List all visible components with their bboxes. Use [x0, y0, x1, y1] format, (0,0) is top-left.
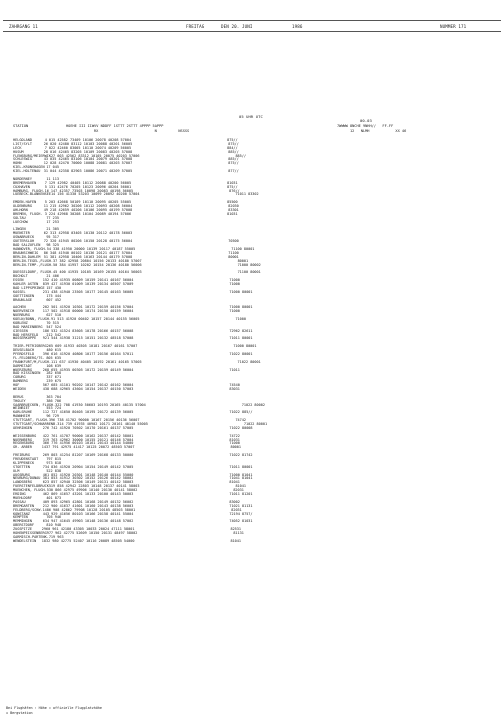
station-name: BRAUNSCHWEIG — [13, 250, 39, 255]
station-name: KOBLENZ — [13, 320, 28, 325]
station-name: SOLTAU — [13, 215, 26, 220]
observation-data: 72 320 41945 00206 10150 20128 40175 56004 — [43, 239, 133, 244]
station-name: DARMSTADT — [13, 363, 32, 368]
remarks-data: 876// — [229, 188, 240, 193]
station-name: OSNABRUECK — [13, 235, 35, 240]
observation-data: 231 438 41940 23505 10177 20145 40163 56005 — [42, 289, 134, 294]
station-name: BERUS — [13, 394, 24, 399]
station-name: AHLHORN — [13, 208, 28, 213]
observation-data: 77 235 — [46, 215, 59, 220]
station-name: GOETTINGEN — [13, 293, 35, 298]
remarks-data: 70500 — [228, 239, 239, 244]
observation-data: 12 028 42470 70000 10088 20081 40203 57007 — [43, 161, 133, 166]
observation-data: 973 818 — [46, 460, 62, 465]
remarks-data: 71022 81742 — [229, 453, 253, 458]
remarks-data: 74540 — [229, 383, 240, 388]
observation-data: 11 113 — [46, 176, 59, 181]
remarks-data: 71022 80002 — [241, 402, 265, 407]
observation-data: 396 616 41920 40806 10177 20156 40164 57011 — [42, 351, 134, 356]
station-name: WEINBIET — [13, 406, 30, 411]
observation-data: 7 129 42982 40405 10112 20088 40200 56005 — [44, 180, 132, 185]
observation-data: 157 430 — [46, 285, 62, 290]
observation-data: 16 147 42357 73503 10098 20083 40198 56005 — [44, 188, 134, 193]
observation-time: 05 UHR UTC — [239, 114, 263, 119]
observation-data: 282 658 — [46, 371, 62, 376]
station-name: THOLEY — [13, 398, 26, 403]
observation-data: 553 724 — [46, 406, 62, 411]
observation-data: 268 655 41935 00305 10172 20159 40149 56004 — [42, 367, 134, 372]
station-name: WEISSENBURG — [13, 433, 37, 438]
observation-data: 386 706 — [46, 398, 62, 403]
remarks-data: 71000 80001 — [229, 289, 253, 294]
remarks-data: 885// — [228, 149, 239, 154]
observation-data: 54 338 41950 20000 10139 20117 40187 55005 — [46, 246, 136, 251]
observation-data: 519 858 42942 22803 10148 20137 40141 58003 — [48, 484, 140, 489]
observation-data: 17 045 — [46, 165, 59, 170]
remarks-data: 81041 — [235, 484, 246, 489]
station-name: OBERSTDORF — [13, 523, 35, 528]
observation-data: 401 873 — [46, 495, 62, 500]
observation-data: 4 015 42582 73409 10106 20078 40208 57004 — [44, 138, 132, 142]
footnote-mountain-station: ❊ Bergstation — [6, 710, 33, 715]
remarks-data: 80001 — [228, 254, 239, 259]
station-name: KASSEL — [13, 289, 26, 294]
remarks-data: 71011 83302 — [235, 192, 259, 197]
station-name: NUERBURG — [13, 313, 30, 318]
remarks-column-subheader: 12 NLMH XX 46 — [350, 128, 407, 133]
observation-data: 269 803 41254 81207 10169 20168 40133 50000 — [42, 453, 134, 458]
station-name: MEMMINGEN — [13, 519, 32, 524]
observation-data: 810 948 — [46, 523, 62, 528]
station-column-header: STATION — [13, 124, 29, 128]
observation-data: 547 524 — [46, 324, 62, 329]
station-name: NEUBURG/DONAU — [13, 476, 41, 481]
station-name: FLENSBURG/MEIERWIK — [13, 153, 51, 158]
observation-data: 3 224 42968 30208 10104 20089 40194 57006 — [44, 211, 132, 216]
observation-data: 26 020 42480 83112 10103 20088 40201 56005 — [43, 141, 133, 146]
station-name: WUERZBURG — [13, 367, 32, 372]
station-name: LUECHOW — [13, 219, 28, 224]
remarks-data: 71011 80001 — [229, 336, 253, 341]
remarks-data: 74052 81031 — [229, 519, 253, 524]
observation-data: 363 704 — [46, 394, 62, 399]
station-name: HOF — [13, 383, 20, 388]
station-name: BREMEN, FLUGH. — [13, 211, 43, 216]
issue-number: NUMMER 171 — [440, 24, 467, 29]
station-name: OLDENBURG — [13, 204, 32, 209]
observation-data: 43 035 42465 83106 10104 20079 40201 57008 — [43, 157, 133, 162]
observation-data: 797 815 — [46, 457, 62, 462]
observation-data: 5 203 42668 50109 10110 20095 40205 55005 — [44, 200, 132, 205]
station-name: BRAUNLAGE — [13, 297, 32, 302]
observation-data: 86 348 41940 00102 10136 20121 40177 57004 — [43, 250, 133, 255]
remarks-data: 83301 — [228, 208, 239, 213]
observation-data: 337 671 — [46, 375, 62, 380]
remarks-data: 81031 — [229, 437, 240, 442]
observation-data: 522 838 — [46, 468, 62, 473]
observation-data: 108 639 — [46, 363, 62, 368]
observation-data: 117 502 41918 00000 10174 20150 40159 56004 — [42, 309, 134, 314]
remarks-data: 72194 8757/ — [229, 511, 253, 516]
observation-data: 62 313 42958 03405 10130 20112 40178 56003 — [43, 231, 133, 236]
station-name: HELGOLAND — [13, 138, 32, 142]
observation-data: 28 016 42465 83205 10109 20083 40205 57008 — [43, 149, 133, 154]
station-name: BAD LIPPSPRINGE — [13, 285, 45, 290]
table-row — [13, 540, 263, 544]
remarks-data: 875// — [228, 161, 239, 166]
remarks-data: 80001 — [230, 445, 242, 450]
remarks-data: 82031 — [233, 488, 244, 493]
station-name: MUENCHEN, FLUGH. — [13, 488, 47, 493]
observation-data: 7 022 42460 83005 10110 20074 40209 56005 — [44, 145, 132, 150]
observation-data: 443 929 41656 80103 10166 20158 40141 55004 — [42, 511, 134, 516]
remarks-data: 875// — [227, 184, 238, 189]
station-name: BREMERHAVEN — [13, 180, 37, 185]
observation-data: 977 962 42775 52609 10150 20131 48497 58002 — [46, 530, 138, 535]
observation-data: 14 156 41330 53203 10099 20092 40200 57004 — [50, 192, 140, 197]
station-name: DUESSELDORF, FLUGH. — [13, 270, 54, 275]
station-name: MUENSTER — [13, 231, 30, 236]
observation-data: 719 963 — [48, 534, 64, 539]
station-name: TRIER-PETRISBERG — [13, 344, 47, 349]
remarks-data: 71000 — [229, 309, 240, 314]
observation-data: 921 544 41938 31215 10151 20132 48518 57008 — [42, 336, 134, 341]
station-name: ULM — [13, 468, 20, 473]
station-name: LANDSBERG — [13, 480, 32, 485]
station-name: HOHENPEISSENBERG — [13, 530, 47, 535]
station-name: LIST/SYLT — [13, 141, 32, 146]
observation-data: 175 444 — [46, 293, 62, 298]
observation-data: 381 853 41912 30302 10152 20126 40142 58002 — [42, 476, 134, 481]
observation-data: 839 427 41930 01009 10139 20134 46507 57009 — [42, 281, 134, 286]
observation-data: 45 400 41935 10105 10169 20155 40164 56003 — [53, 270, 142, 275]
observation-data: 322 708 41930 50603 10193 20165 40135 57004 — [55, 402, 146, 407]
observation-data: 17 253 — [46, 219, 59, 224]
station-name: BAD SALZUFLEN — [13, 243, 41, 248]
remarks-data: 81041 — [230, 538, 242, 543]
remarks-data: 74722 — [229, 433, 240, 438]
observation-data: 634 947 41645 49903 10148 20136 40148 57002 — [42, 519, 134, 524]
station-name: FRANKFURT/M,FLUGH. — [13, 359, 51, 364]
remarks-data: 71011 — [229, 367, 240, 372]
observation-data: 202 501 41920 10301 10172 20159 40156 57004 — [42, 305, 134, 310]
remarks-column-header: 7WWWW 8NCHE 9NHH// FF-FF — [337, 124, 394, 128]
date-label: DEN 20. JUNI — [221, 24, 253, 29]
station-name: KEMPTEN — [13, 515, 28, 520]
remarks-data: 82031 — [231, 507, 242, 512]
remarks-data: 71100 — [228, 250, 239, 255]
station-name: MUEHLDORF — [13, 495, 32, 500]
observation-data: 276 742 41920 70502 10170 20161 40137 57005 — [42, 425, 134, 430]
observation-data: 480 615 — [46, 348, 62, 353]
remarks-data: 81031 — [227, 180, 238, 185]
remarks-data: 71022 80001 — [243, 422, 268, 427]
volume-label: ZAHRGANG 11 — [9, 24, 38, 29]
remarks-data: 885// — [235, 153, 246, 158]
remarks-data: 885// — [228, 157, 239, 162]
time-code: 00-03 — [360, 118, 372, 123]
station-name: KLIPPENECK — [13, 460, 35, 465]
remarks-data: 71100 80001 — [237, 270, 261, 275]
station-name: BAMBERG — [13, 379, 28, 384]
observation-data: 1437 791 42975 41417 10125 20072 48503 57007 — [41, 445, 135, 450]
observation-data: 212 900 41637 41601 10160 20143 40138 56003 — [42, 503, 134, 508]
observation-data: 461 852 41920 20301 10148 20140 40144 55000 — [42, 472, 134, 477]
footnote-airports: Bei Flughäfen : Höhe = offizielle Flugplatzhöhe — [6, 706, 102, 710]
station-name: LUEBECK-BLANKENSEE — [13, 192, 51, 197]
observation-data: 366 776 41956 00103 10161 20143 40144 54000 — [42, 441, 134, 446]
remarks-data: 71000 80002 — [237, 262, 261, 267]
observation-data: 607 452 — [46, 297, 62, 302]
remarks-data: 81131 — [233, 530, 244, 535]
observation-data: 1486 908 42862 79908 10128 20105 48503 58001 — [42, 507, 136, 512]
station-name: BERLIN-TEMP.,FLUGH. — [13, 262, 54, 267]
remarks-data: 81041 — [229, 480, 240, 485]
observation-data: 31 044 42358 82903 10086 20071 40209 57005 — [43, 169, 133, 174]
station-name: EMDEN-HAFEN — [13, 200, 37, 205]
station-table — [13, 138, 268, 544]
remarks-data: 884// — [227, 145, 238, 150]
remarks-data: 71000 — [229, 278, 240, 283]
remarks-data: 71022 80001 — [229, 351, 253, 356]
station-name: FREIBURG — [13, 453, 30, 458]
weekday-label: FREITAG — [186, 24, 205, 29]
station-name: BAD KISSINGEN — [13, 371, 41, 376]
station-name: HAMBURG, FLUGH. — [13, 188, 45, 193]
observation-data: 21 406 — [46, 274, 59, 279]
observation-data: 567 685 41101 90202 10147 20142 40162 56004 — [42, 383, 134, 388]
observation-data: 409 893 42965 42801 10168 20149 40132 56002 — [42, 499, 134, 504]
observation-data: 314 739 41935 40902 10171 20161 40140 55005 — [57, 422, 148, 427]
remarks-data: 877// — [228, 169, 239, 174]
station-name: OEHRINGEN — [13, 425, 32, 430]
observation-data: 319 763 42962 30000 10155 20121 40146 57004 — [42, 437, 134, 442]
station-name: NOERVENICH — [13, 309, 35, 314]
observation-data: 27 003 42562 83312 10105 20075 40203 57006 — [50, 153, 140, 158]
remarks-data: 71000 — [235, 316, 246, 321]
station-name: KIEL-KRONSHAGEN — [13, 165, 45, 170]
observation-data: 37 382 42958 20804 10156 20133 40180 57007 — [53, 258, 142, 263]
observation-data: 1832 980 42775 52407 10116 20089 48505 54000 — [41, 538, 135, 543]
remarks-data: 74742 — [235, 418, 246, 423]
header-rule-top — [3, 20, 501, 21]
station-name: NORDERNEY — [13, 176, 32, 181]
station-name: GARMISCH-PARTENK. — [13, 534, 49, 539]
station-name: PASSAU — [13, 499, 26, 504]
remarks-data: 83002 — [229, 499, 240, 504]
year-label: 1986 — [292, 24, 303, 29]
observation-data: 95 317 — [46, 235, 59, 240]
station-name: BAD MARIENBERG — [13, 324, 43, 329]
observation-data: 530 866 42975 49906 10140 20130 40141 58002 — [46, 488, 138, 493]
remarks-data: 80001 — [237, 258, 249, 263]
observation-data: 734 836 41920 20904 10154 20149 40142 57005 — [42, 464, 134, 469]
station-name: STUTTGART/SCHNARRENB. — [13, 422, 58, 427]
remarks-data: 71000 81041 — [229, 472, 253, 477]
station-name: GR. ARBER — [13, 445, 32, 450]
station-name: BERLIN-TEGEL,FLUGH. — [13, 258, 54, 263]
remarks-data: 71022 885// — [229, 410, 253, 415]
station-name: BOCHOLT — [13, 274, 28, 279]
observation-data: 422 761 41707 90000 10162 20137 40142 58001 — [42, 433, 134, 438]
station-name: HUSUM — [13, 149, 24, 154]
station-name: STUTTGART, FLUGH. — [13, 418, 49, 423]
station-name: BERLIN-DAHLEM — [13, 254, 41, 259]
station-name: KARLSRUHE — [13, 410, 32, 415]
station-name: BREMGARTEN — [13, 503, 35, 508]
observation-data: 98 325 — [46, 243, 59, 248]
remarks-data: 71000 80001 — [233, 344, 257, 349]
observation-data: 627 510 — [46, 313, 62, 318]
station-name: KONSTANZ — [13, 511, 30, 516]
observation-data: 396 738 41702 90000 10167 20156 40136 56007 — [48, 418, 140, 423]
observation-data: 623 857 42940 32506 10149 20131 40142 58003 — [42, 480, 134, 485]
station-name: FREUDENSTADT — [13, 457, 39, 462]
remarks-data: 85500 — [227, 200, 238, 205]
station-name: COBURG — [13, 375, 26, 380]
observation-data: 11 215 42962 30206 10112 20093 40208 56004 — [43, 204, 133, 209]
station-name: CUXHAVEN — [13, 184, 30, 189]
station-name: KOELN/BONN, FLUGH. — [13, 316, 51, 321]
remarks-data: 71022 80008 — [229, 425, 253, 430]
station-name: FUERSTENFELDBRUCK — [13, 484, 49, 489]
station-name: WENDELSTEIN — [13, 538, 37, 543]
observation-data: 239 675 — [46, 379, 62, 384]
data-column-header: HOEHE III IIWVV NDDFF 1STTT 2STTT 4PPPP 5APPP — [66, 124, 164, 128]
observation-data: 111 637 41930 40405 10192 20161 40165 57005 — [50, 359, 142, 364]
observation-data: 50 384 41957 10202 10154 20136 40180 56006 — [53, 262, 142, 267]
observation-data: 462 869 41657 43201 10133 20100 40143 50003 — [42, 492, 134, 497]
station-name: NUERNBERG — [13, 437, 32, 442]
station-name: MANNHEIM — [13, 414, 30, 419]
station-name: ERDING — [13, 492, 26, 497]
station-name: WASSERKUPPE — [13, 336, 37, 341]
station-name: HOHN — [13, 161, 22, 166]
observation-data: 70 515 — [46, 320, 59, 325]
station-name: AUGSBURG — [13, 472, 30, 477]
station-name: SCHLESWIG — [13, 157, 32, 162]
observation-data: 2960 961 42180 43305 10033 20024 47111 58001 — [41, 527, 135, 532]
station-name: DEUSELBACH — [13, 348, 35, 353]
observation-data: 49 218 42659 40206 10106 20095 40199 57008 — [43, 208, 133, 213]
station-name: LINGEN — [13, 227, 26, 232]
remarks-data: 83031 — [229, 387, 240, 391]
station-name: REGENSBURG — [13, 441, 35, 446]
remarks-data: 71100 80001 — [231, 246, 255, 251]
observation-data: 21 305 — [46, 227, 59, 232]
remarks-data: 72962 82611 — [229, 328, 253, 333]
remarks-data: 71000 80001 — [229, 305, 253, 310]
observation-data: 91 513 41920 00402 10157 20144 40155 56005 — [50, 316, 140, 321]
observation-data: 5 131 42476 70205 10123 20096 40204 56001 — [44, 184, 132, 189]
observation-data: 705 946 — [46, 515, 62, 520]
remarks-data: 82531 — [230, 527, 242, 532]
remarks-data: 81031 — [227, 211, 238, 216]
station-name: GUETERSLOH — [13, 239, 35, 244]
observation-data: 152 410 41935 00809 10159 20141 40167 56004 — [42, 278, 134, 283]
header-rule-bottom — [3, 31, 501, 32]
remarks-data: 71000 — [229, 281, 240, 286]
observation-data: 186 532 41524 83605 10178 20166 40157 56008 — [42, 328, 134, 333]
station-name: SAARBRUECKEN, FLUGH. — [13, 402, 56, 407]
station-name: AACHEN — [13, 305, 26, 310]
observation-data: 212 542 — [46, 332, 62, 337]
station-name: GIESSEN — [13, 328, 28, 333]
observation-data: 96 729 — [46, 414, 59, 419]
station-name: KIEL-HOLTENAU — [13, 169, 41, 174]
observation-data: 112 727 41650 80405 10195 20172 40139 56005 — [42, 410, 134, 415]
remarks-data: 71021 81131 — [229, 503, 253, 508]
station-name: WEIDEN — [13, 387, 26, 391]
station-name: STOETTEN — [13, 464, 30, 469]
station-name: KAHLER ASTEN — [13, 281, 39, 286]
station-name: BAD HERSFELD — [13, 332, 39, 337]
observation-data: 265 609 41933 40305 10181 20167 40161 57007 — [46, 344, 138, 349]
observation-data: 438 688 42965 43604 10154 20137 40150 57003 — [42, 387, 134, 391]
station-name: HANNOVER, FLUGH. — [13, 246, 47, 251]
remarks-data: 875// — [228, 141, 239, 146]
remarks-data: 71022 80001 — [237, 359, 261, 364]
remarks-data: 71041 81041 — [229, 476, 253, 481]
remarks-data: 875// — [227, 138, 238, 142]
remarks-data: 82030 — [228, 204, 239, 209]
station-name: ESSEN — [13, 278, 24, 283]
station-name: PFERDSFELD — [13, 351, 35, 356]
station-name: ZUGSPITZE — [13, 527, 32, 532]
station-name: LECK — [13, 145, 22, 150]
station-name: FELDBERG/SCHW. — [13, 507, 43, 512]
observation-data: 51 381 42958 10406 10163 20144 40179 57008 — [43, 254, 133, 259]
data-column-subheader: RX N NSSSS — [94, 128, 190, 133]
remarks-data: 71011 81201 — [229, 492, 253, 497]
station-name: FL.FELDBERG/TS. — [13, 355, 45, 360]
observation-data: 805 635 — [46, 355, 62, 360]
remarks-data: 71000 — [229, 441, 240, 446]
remarks-data: 71011 80001 — [229, 464, 253, 469]
